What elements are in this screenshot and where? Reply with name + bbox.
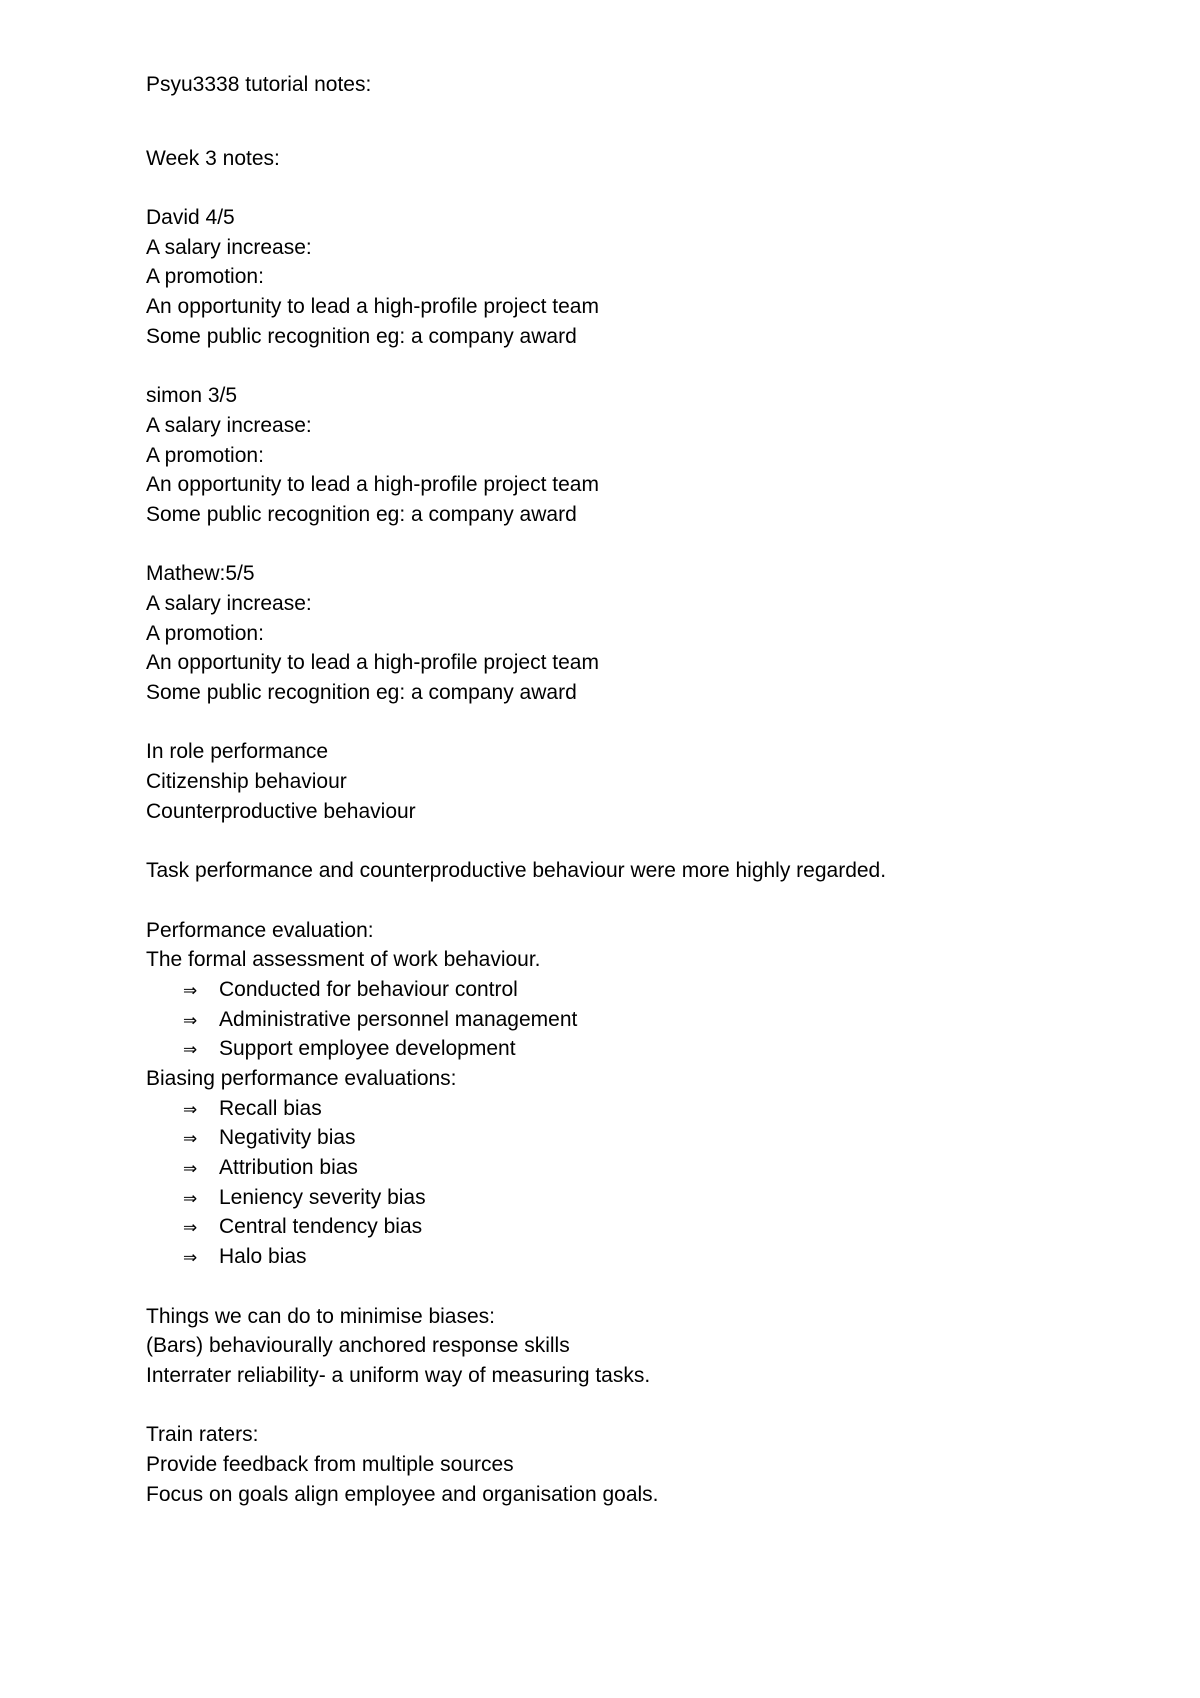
bias-item bbox=[146, 1153, 1146, 1183]
spacer bbox=[146, 708, 1146, 738]
bias-text: Recall bias bbox=[219, 1096, 322, 1120]
reward-item: Some public recognition eg: a company award bbox=[146, 502, 577, 526]
spacer bbox=[146, 530, 1146, 560]
performance-type: Citizenship behaviour bbox=[146, 770, 347, 794]
double-arrow-icon: ⇒ bbox=[183, 1129, 198, 1150]
week-heading: Week 3 notes: bbox=[146, 146, 280, 170]
double-arrow-icon: ⇒ bbox=[183, 1188, 198, 1209]
reward-item: An opportunity to lead a high-profile project team bbox=[146, 295, 599, 319]
bias-heading: Biasing performance evaluations: bbox=[146, 1067, 457, 1090]
bias-item bbox=[146, 1123, 1146, 1153]
bias-text: Negativity bias bbox=[219, 1126, 356, 1150]
reward-item: A promotion: bbox=[146, 621, 264, 645]
double-arrow-icon: ⇒ bbox=[183, 1010, 198, 1031]
reward-item: Some public recognition eg: a company award bbox=[146, 681, 577, 705]
performance-type: In role performance bbox=[146, 740, 329, 764]
reward-item: A promotion: bbox=[146, 265, 264, 289]
spacer bbox=[146, 173, 1146, 203]
bias-item bbox=[146, 1183, 1146, 1213]
purpose-item bbox=[146, 1005, 1146, 1035]
spacer bbox=[146, 886, 1146, 916]
spacer bbox=[146, 1272, 1146, 1302]
double-arrow-icon: ⇒ bbox=[183, 1218, 198, 1239]
spacer bbox=[146, 827, 1146, 857]
bias-item bbox=[146, 1094, 1146, 1124]
minimise-heading: Things we can do to minimise biases: bbox=[146, 1304, 495, 1328]
person-name-david: David 4/5 bbox=[146, 206, 235, 230]
evaluation-definition: The formal assessment of work behaviour. bbox=[146, 948, 541, 972]
evaluation-heading: Performance evaluation: bbox=[146, 918, 374, 942]
bias-item bbox=[146, 1212, 1146, 1242]
spacer bbox=[146, 1391, 1146, 1421]
train-item: Focus on goals align employee and organisation goals. bbox=[146, 1482, 659, 1506]
reward-item: A salary increase: bbox=[146, 592, 312, 615]
double-arrow-icon: ⇒ bbox=[183, 980, 198, 1001]
bias-text: Attribution bias bbox=[219, 1156, 358, 1180]
reward-item: A salary increase: bbox=[146, 235, 312, 259]
performance-type: Counterproductive behaviour bbox=[146, 799, 416, 823]
reward-item: Some public recognition eg: a company award bbox=[146, 324, 577, 348]
person-name-simon: simon 3/5 bbox=[146, 384, 238, 408]
double-arrow-icon: ⇒ bbox=[183, 1159, 198, 1180]
reward-item: A promotion: bbox=[146, 443, 264, 467]
train-heading: Train raters: bbox=[146, 1423, 259, 1447]
purpose-text: Administrative personnel management bbox=[219, 1007, 578, 1031]
bias-text: Halo bias bbox=[219, 1245, 307, 1269]
purpose-text: Support employee development bbox=[219, 1037, 516, 1061]
document-title: Psyu3338 tutorial notes: bbox=[146, 73, 372, 96]
purpose-text: Conducted for behaviour control bbox=[219, 977, 518, 1001]
double-arrow-icon: ⇒ bbox=[183, 1099, 198, 1120]
bias-item bbox=[146, 1242, 1146, 1272]
task-note: Task performance and counterproductive behaviour were more highly regarded. bbox=[146, 859, 887, 883]
document-page bbox=[146, 70, 1146, 1509]
spacer bbox=[146, 352, 1146, 382]
reward-item: An opportunity to lead a high-profile project team bbox=[146, 473, 599, 497]
reward-item: A salary increase: bbox=[146, 413, 312, 437]
minimise-item: Interrater reliability- a uniform way of measuring tasks. bbox=[146, 1363, 651, 1387]
double-arrow-icon: ⇒ bbox=[183, 1040, 198, 1061]
minimise-item: (Bars) behaviourally anchored response skills bbox=[146, 1334, 570, 1358]
reward-item: An opportunity to lead a high-profile project team bbox=[146, 651, 599, 675]
bias-text: Leniency severity bias bbox=[219, 1185, 426, 1209]
purpose-item bbox=[146, 975, 1146, 1005]
person-name-mathew: Mathew:5/5 bbox=[146, 562, 255, 586]
train-item: Provide feedback from multiple sources bbox=[146, 1452, 514, 1476]
double-arrow-icon: ⇒ bbox=[183, 1248, 198, 1269]
purpose-item bbox=[146, 1034, 1146, 1064]
bias-text: Central tendency bias bbox=[219, 1215, 423, 1239]
